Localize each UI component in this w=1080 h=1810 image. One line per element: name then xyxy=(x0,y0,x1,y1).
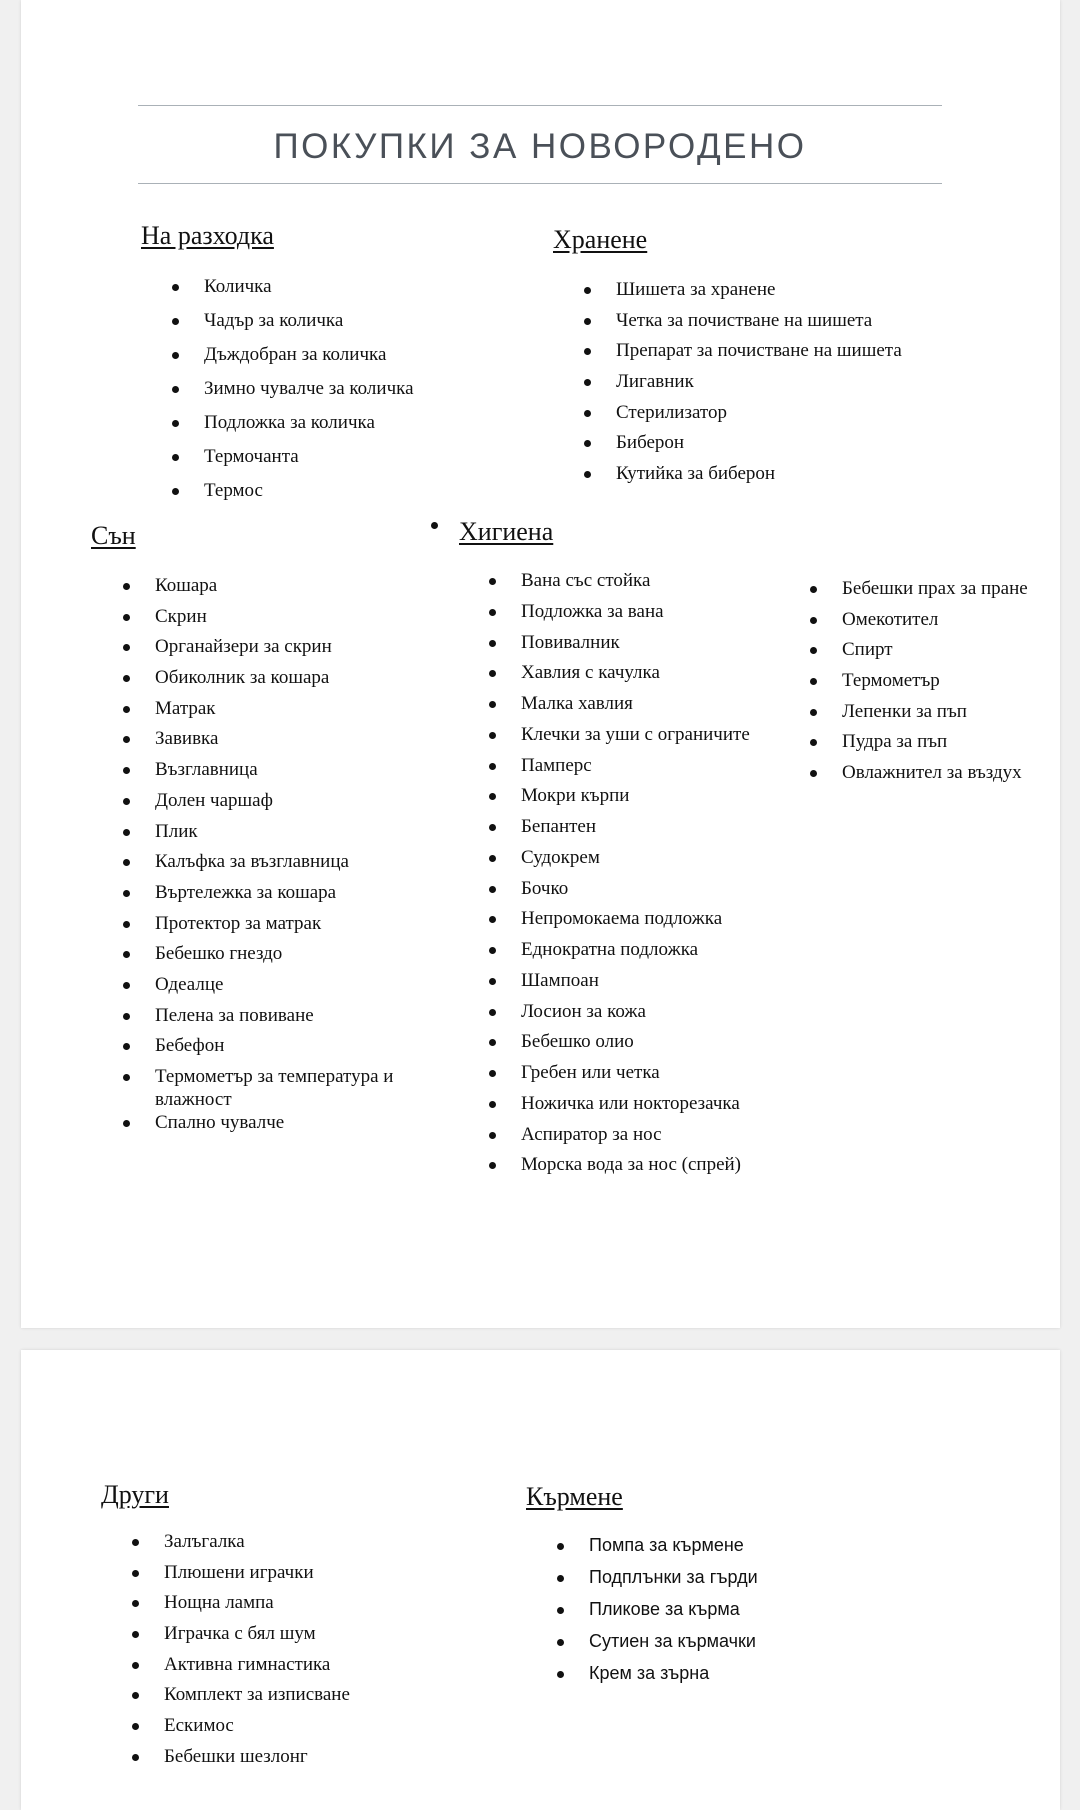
list-item xyxy=(808,731,1058,762)
list-item xyxy=(121,1066,411,1112)
list-item xyxy=(487,601,807,632)
list-item xyxy=(555,1599,855,1631)
list-item xyxy=(121,851,411,882)
list-item-label: Комплект за изписване xyxy=(164,1684,350,1706)
list-item-label: Плик xyxy=(155,820,198,842)
list-item-label: Памперс xyxy=(521,754,592,776)
list-item-label: Зимно чувалче за количка xyxy=(204,378,414,399)
list-item xyxy=(130,1715,430,1746)
list-item-label: Протектор за матрак xyxy=(155,912,322,934)
list-item-label: Възглавница xyxy=(155,759,258,781)
list-item-label: Подплънки за гърди xyxy=(589,1567,758,1587)
list-item xyxy=(487,1154,807,1185)
list-item xyxy=(170,412,500,446)
list-item-label: Спално чувалче xyxy=(155,1111,285,1133)
list-item xyxy=(170,276,500,310)
list-item-label: Дъждобран за количка xyxy=(204,344,387,365)
list-item-label: Термос xyxy=(204,480,263,501)
title-bottom-rule xyxy=(138,183,942,184)
list-item-label: Бебефон xyxy=(155,1035,225,1057)
list-item-label: Матрак xyxy=(155,697,216,719)
list-item xyxy=(808,609,1058,640)
list-item-label: Клечки за уши с ограничите xyxy=(521,723,750,745)
list-item-label: Залъгалка xyxy=(164,1531,245,1552)
section-heading-hranene: Хранене xyxy=(553,225,648,254)
list-item xyxy=(121,698,411,729)
list-item xyxy=(487,847,807,878)
title-top-rule xyxy=(138,105,942,106)
list-item xyxy=(808,762,1058,793)
list-item-label: Кошара xyxy=(155,575,218,596)
list-item-label: Морска вода за нос (спрей) xyxy=(521,1154,741,1176)
section-heading-drugi: Други xyxy=(101,1480,169,1509)
list-item xyxy=(582,340,962,371)
list-item xyxy=(808,701,1058,732)
list-item-label: Помпа за кърмене xyxy=(589,1535,744,1555)
list-item xyxy=(582,279,962,310)
list-item-label: Въртележка за кошара xyxy=(155,881,337,903)
list-item xyxy=(121,1035,411,1066)
list-item-label: Бебешко олио xyxy=(521,1031,634,1053)
list-item-label: Гребен или четка xyxy=(521,1062,660,1083)
list-item-label: Подложка за вана xyxy=(521,600,664,622)
list-item-label: Пликове за кърма xyxy=(589,1599,740,1619)
list-item-label: Непромокаема подложка xyxy=(521,908,723,930)
list-item xyxy=(170,480,500,514)
list-razhodka xyxy=(170,276,500,514)
list-item xyxy=(130,1623,430,1654)
stray-bullet xyxy=(431,522,438,529)
list-item-label: Играчка с бял шум xyxy=(164,1623,316,1645)
list-item xyxy=(130,1684,430,1715)
list-item-label: Омекотител xyxy=(842,608,939,630)
list-item-label: Мокри кърпи xyxy=(521,785,630,807)
list-item xyxy=(170,344,500,378)
list-item xyxy=(555,1535,855,1567)
list-item-label: Повивалник xyxy=(521,631,620,653)
list-item-label: Ножичка или нокторезачка xyxy=(521,1092,740,1114)
list-item xyxy=(121,882,411,913)
list-hranene xyxy=(582,279,962,494)
list-item xyxy=(487,1124,807,1155)
list-item-label: Активна гимнастика xyxy=(164,1653,331,1675)
list-item xyxy=(121,1112,411,1143)
page-title: ПОКУПКИ ЗА НОВОРОДЕНО xyxy=(273,127,807,166)
list-item-label: Пелена за повиване xyxy=(155,1004,314,1026)
list-item xyxy=(555,1663,855,1695)
list-item-label: Шишета за хранене xyxy=(616,279,776,300)
list-item xyxy=(121,728,411,759)
list-item-label: Биберон xyxy=(616,432,685,454)
list-item xyxy=(487,878,807,909)
list-item xyxy=(582,310,962,341)
list-item-label: Пудра за пъп xyxy=(842,731,948,753)
list-item-label: Бочко xyxy=(521,877,569,899)
list-item xyxy=(121,575,411,606)
list-item-label: Органайзери за скрин xyxy=(155,636,332,658)
list-item-label: Чадър за количка xyxy=(204,310,344,331)
list-item xyxy=(582,371,962,402)
list-item xyxy=(582,463,962,494)
list-item-label: Малка хавлия xyxy=(521,693,633,714)
list-item-label: Завивка xyxy=(155,728,219,750)
list-item-label: Аспиратор за нос xyxy=(521,1123,662,1145)
list-item xyxy=(170,378,500,412)
list-item-label: Калъфка за възглавница xyxy=(155,851,349,873)
list-item xyxy=(487,632,807,663)
list-item-label: Стерилизатор xyxy=(616,401,727,423)
list-item xyxy=(121,821,411,852)
list-item-label: Подложка за количка xyxy=(204,412,375,433)
list-item xyxy=(487,724,807,755)
list-item-label: Плюшени играчки xyxy=(164,1561,314,1583)
list-item xyxy=(487,570,807,601)
list-san xyxy=(121,575,411,1142)
list-item xyxy=(582,402,962,433)
list-item xyxy=(121,913,411,944)
list-item-label: Термометър за температура и влажност xyxy=(155,1066,394,1110)
list-item xyxy=(130,1592,430,1623)
list-item xyxy=(121,974,411,1005)
list-item xyxy=(487,939,807,970)
list-item xyxy=(130,1654,430,1685)
list-item xyxy=(121,759,411,790)
list-item-label: Бебешки шезлонг xyxy=(164,1745,308,1767)
list-item xyxy=(555,1631,855,1663)
list-item-label: Вана със стойка xyxy=(521,570,651,591)
list-item-label: Бебешко гнездо xyxy=(155,943,283,965)
list-item-label: Спирт xyxy=(842,639,893,661)
list-item-label: Лигавник xyxy=(616,371,694,393)
list-item-label: Крем за зърна xyxy=(589,1663,710,1683)
list-item xyxy=(130,1562,430,1593)
list-item-label: Термочанта xyxy=(204,446,299,467)
list-item-label: Лепенки за пъп xyxy=(842,700,967,722)
list-item xyxy=(487,816,807,847)
list-item xyxy=(170,446,500,480)
list-item xyxy=(121,636,411,667)
list-higiena-extra xyxy=(808,578,1058,793)
list-item-label: Одеалце xyxy=(155,973,224,995)
list-item-label: Лосион за кожа xyxy=(521,1000,646,1022)
list-item xyxy=(121,606,411,637)
list-item xyxy=(487,662,807,693)
list-item xyxy=(130,1531,430,1562)
list-item xyxy=(487,785,807,816)
list-item-label: Сутиен за кърмачки xyxy=(589,1631,756,1651)
list-item-label: Скрин xyxy=(155,605,207,627)
section-heading-higiena: Хигиена xyxy=(459,517,554,546)
list-item-label: Ескимос xyxy=(164,1715,234,1737)
section-heading-karmene: Кърмене xyxy=(526,1482,623,1511)
list-item xyxy=(808,578,1058,609)
list-item xyxy=(121,667,411,698)
list-item xyxy=(487,970,807,1001)
list-drugi xyxy=(130,1531,430,1777)
list-item xyxy=(487,1093,807,1124)
list-item-label: Препарат за почистване на шишета xyxy=(616,340,902,362)
list-item-label: Четка за почистване на шишета xyxy=(616,309,873,331)
list-item-label: Кутийка за биберон xyxy=(616,463,776,485)
list-item-label: Термометър xyxy=(842,670,940,692)
list-item xyxy=(808,639,1058,670)
list-item xyxy=(487,693,807,724)
list-higiena xyxy=(487,570,807,1185)
list-item xyxy=(555,1567,855,1599)
list-karmene xyxy=(555,1535,855,1695)
list-item-label: Долен чаршаф xyxy=(155,789,273,811)
list-item xyxy=(130,1746,430,1777)
list-item xyxy=(487,1001,807,1032)
list-item-label: Овлажнител за въздух xyxy=(842,762,1022,784)
section-heading-san: Сън xyxy=(91,521,136,550)
list-item xyxy=(170,310,500,344)
list-item xyxy=(487,1062,807,1093)
list-item xyxy=(487,755,807,786)
list-item-label: Бебешки прах за пране xyxy=(842,578,1028,599)
list-item-label: Хавлия с качулка xyxy=(521,662,660,684)
list-item xyxy=(582,432,962,463)
list-item-label: Количка xyxy=(204,276,272,297)
list-item xyxy=(487,908,807,939)
section-heading-razhodka: На разходка xyxy=(141,221,274,250)
list-item-label: Обиколник за кошара xyxy=(155,667,330,689)
list-item xyxy=(121,943,411,974)
list-item xyxy=(121,1005,411,1036)
list-item-label: Шампоан xyxy=(521,969,599,991)
list-item-label: Еднократна подложка xyxy=(521,939,699,960)
list-item xyxy=(487,1031,807,1062)
list-item xyxy=(121,790,411,821)
list-item-label: Судокрем xyxy=(521,846,600,868)
list-item-label: Бепантен xyxy=(521,816,597,837)
list-item xyxy=(808,670,1058,701)
list-item-label: Нощна лампа xyxy=(164,1592,274,1614)
